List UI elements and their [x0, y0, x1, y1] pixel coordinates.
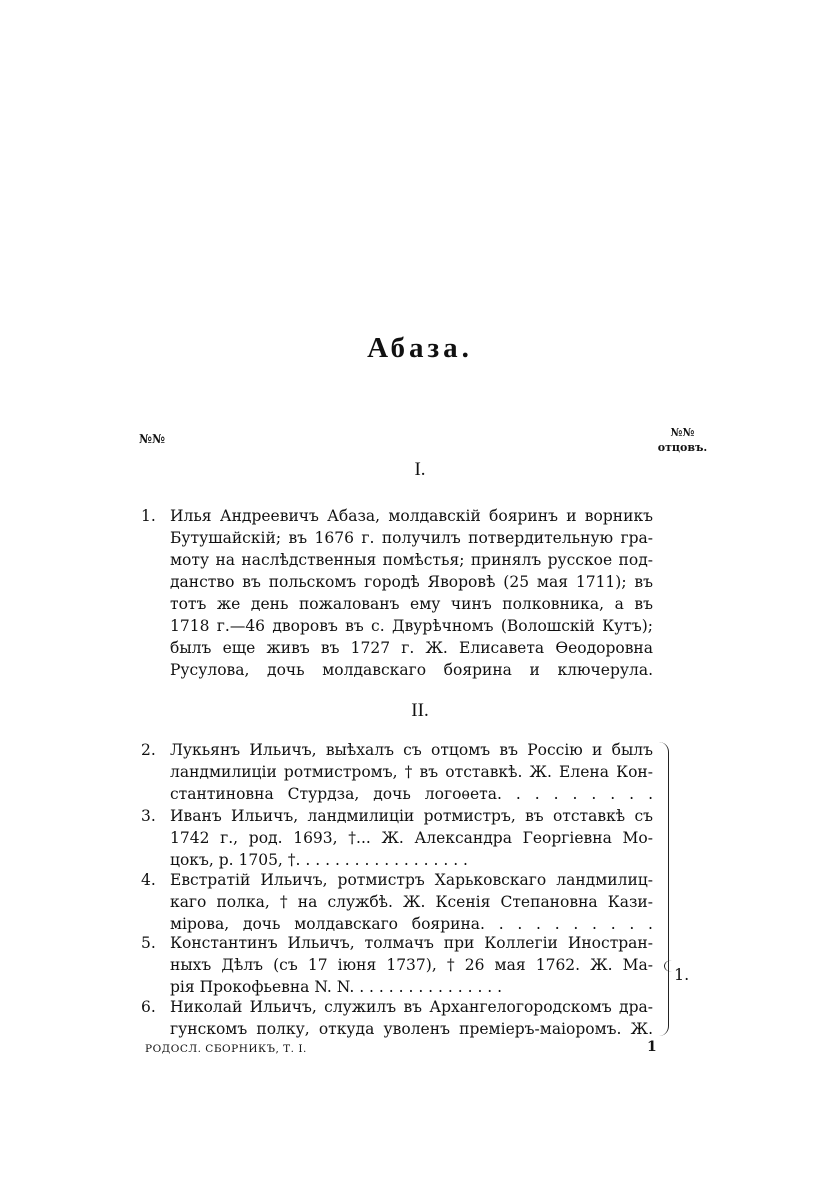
father-number-header-label: отцовъ. — [657, 441, 708, 454]
entry-number: 6. — [141, 998, 156, 1016]
entry-line: Илья Андреевичъ Абаза, молдавскій бояринъ и ворникъ — [170, 507, 653, 525]
entry-line: рія Прокофьевна N. N. . . . . . . . . . . . . . . . — [170, 978, 503, 996]
entry-number: 5. — [141, 934, 156, 952]
entry-line: ныхъ Дѣлъ (съ 17 іюня 1737), † 26 мая 1762. Ж. Ма- — [170, 956, 653, 974]
entry-number: 4. — [141, 871, 156, 889]
entry-line: Иванъ Ильичъ, ландмилиціи ротмистръ, въ отставкѣ съ — [170, 807, 653, 825]
entry-text — [170, 739, 653, 805]
entry-number: 1. — [141, 507, 156, 525]
page-title: Абаза. — [367, 332, 473, 364]
generation-heading-1: I. — [414, 459, 426, 480]
entry-line: мірова, дочь молдавскаго боярина. . . . . . . . . . — [170, 915, 653, 933]
genealogy-entry-4 — [141, 869, 653, 935]
genealogy-entry-5 — [141, 932, 653, 998]
father-reference-number: 1. — [674, 965, 690, 984]
genealogy-entry-3 — [141, 805, 653, 871]
entry-line: стантиновна Стурдза, дочь логоѳета. . . . . . . . . — [170, 785, 653, 803]
entry-text — [170, 505, 653, 681]
entry-number: 3. — [141, 807, 156, 825]
genealogy-entry-1 — [141, 505, 653, 681]
entry-line: Лукьянъ Ильичъ, выѣхалъ съ отцомъ въ Россію и былъ — [170, 741, 653, 759]
entry-line: 1718 г.—46 дворовъ въ с. Двурѣчномъ (Волошскій Кутъ); — [170, 617, 653, 635]
entry-text — [170, 869, 653, 935]
generation-bracket — [656, 742, 669, 1036]
entry-line: Бутушайскій; въ 1676 г. получилъ потвердительную гра- — [170, 529, 653, 547]
entry-line: каго полка, † на службѣ. Ж. Ксенія Степановна Кази- — [170, 893, 653, 911]
entry-line: Русулова, дочь молдавскаго боярина и ключерула. — [170, 661, 653, 679]
entry-text — [170, 996, 653, 1040]
entry-number: 2. — [141, 741, 156, 759]
entry-line: 1742 г., род. 1693, †... Ж. Александра Георгіевна Мо- — [170, 829, 653, 847]
entry-line: Николай Ильичъ, служилъ въ Архангелогородскомъ дра- — [170, 998, 653, 1016]
genealogy-entry-2 — [141, 739, 653, 805]
footer-signature: РОДОСЛ. СБОРНИКЪ, Т. I. — [145, 1043, 307, 1055]
entry-line: былъ еще живъ въ 1727 г. Ж. Елисавета Ѳеодоровна — [170, 639, 653, 657]
entry-line: Константинъ Ильичъ, толмачъ при Коллегіи Иностран- — [170, 934, 653, 952]
entry-line: ландмилиціи ротмистромъ, † въ отставкѣ. Ж. Елена Кон- — [170, 763, 653, 781]
entry-number-column-header: №№ — [139, 432, 166, 446]
entry-line: данство въ польскомъ городѣ Яворовѣ (25 мая 1711); въ — [170, 573, 653, 591]
genealogy-entry-6 — [141, 996, 653, 1040]
entry-line: моту на наслѣдственныя помѣстья; принялъ русское под- — [170, 551, 653, 569]
entry-line: тотъ же день пожалованъ ему чинъ полковника, а въ — [170, 595, 653, 613]
generation-heading-2: II. — [411, 700, 429, 721]
entry-text — [170, 932, 653, 998]
entry-line: Евстратій Ильичъ, ротмистръ Харьковскаго ландмилиц- — [170, 871, 653, 889]
page-number: 1 — [647, 1039, 657, 1055]
entry-text — [170, 805, 653, 871]
entry-line: цокъ, р. 1705, †. . . . . . . . . . . . . . . . . . — [170, 851, 468, 869]
father-number-column-header — [655, 425, 710, 455]
generation-bracket-tip — [664, 960, 673, 972]
entry-line: гунскомъ полку, откуда уволенъ преміеръ-маіоромъ. Ж. — [170, 1020, 653, 1038]
father-number-header-symbol: №№ — [670, 426, 695, 439]
